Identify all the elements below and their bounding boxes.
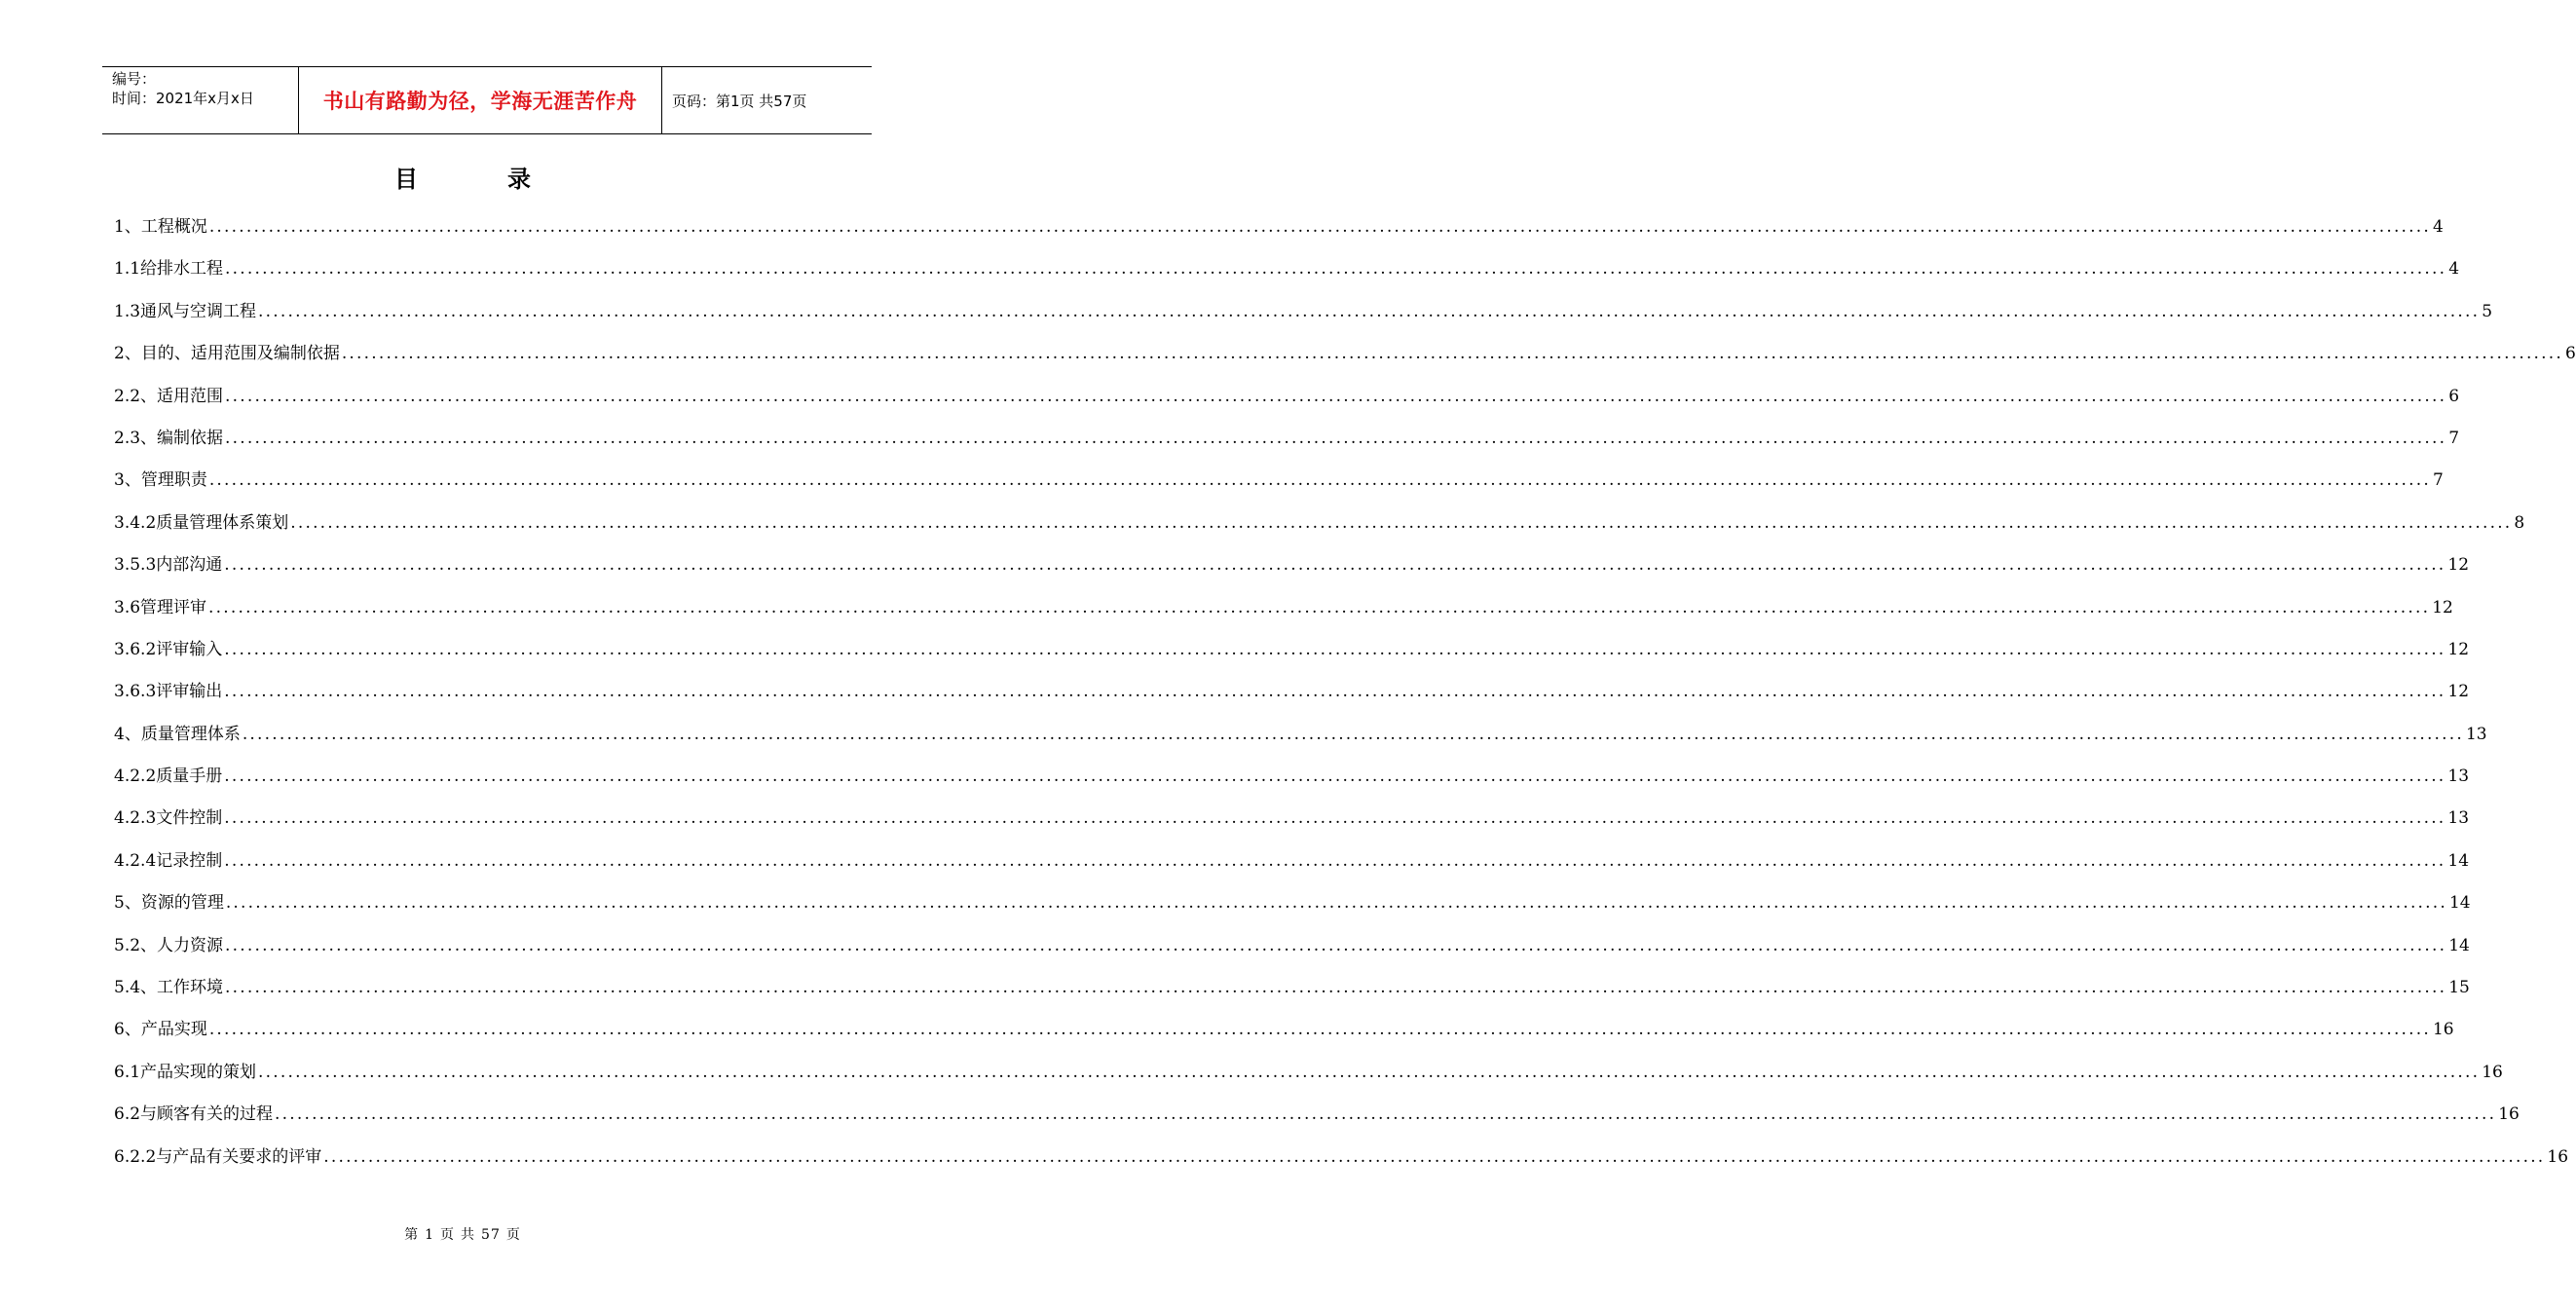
toc-entry-page: 16: [2498, 1104, 2520, 1125]
toc-entry-label: 4、质量管理体系: [114, 724, 241, 744]
toc-entry[interactable]: [114, 341, 2576, 383]
toc-leader-dots: ............................................................................................................................................................................................................................................................................................................: [224, 767, 2446, 787]
toc-entry-page: 7: [2432, 470, 2444, 491]
toc-entry-label: 3.6管理评审: [114, 597, 207, 617]
toc-leader-dots: ............................................................................................................................................................................................................................................................................................................: [290, 512, 2513, 533]
toc-title-part1: 目: [394, 165, 418, 193]
toc-entry-label: 3、管理职责: [114, 470, 207, 491]
toc-leader-dots: ............................................................................................................................................................................................................................................................................................................: [208, 217, 2431, 237]
toc-entry[interactable]: [114, 426, 2460, 468]
toc-leader-dots: ............................................................................................................................................................................................................................................................................................................: [258, 301, 2481, 321]
toc-entry[interactable]: [114, 637, 2470, 679]
toc-entry[interactable]: [114, 933, 2470, 975]
toc-leader-dots: ............................................................................................................................................................................................................................................................................................................: [225, 978, 2447, 998]
toc-entry-page: 15: [2448, 978, 2470, 998]
toc-leader-dots: ............................................................................................................................................................................................................................................................................................................: [208, 1020, 2431, 1040]
toc-leader-dots: ............................................................................................................................................................................................................................................................................................................: [258, 1062, 2481, 1082]
page-footer: [0, 1224, 925, 1244]
toc-leader-dots: ............................................................................................................................................................................................................................................................................................................: [225, 386, 2447, 406]
document-time-label: 时间：2021年x月x日: [112, 90, 254, 107]
toc-entry-label: 6.2与顾客有关的过程: [114, 1104, 274, 1125]
toc-leader-dots: ............................................................................................................................................................................................................................................................................................................: [242, 724, 2464, 744]
toc-entry-label: 2.3、编制依据: [114, 428, 224, 448]
toc-entry[interactable]: [114, 1102, 2520, 1143]
toc-leader-dots: ............................................................................................................................................................................................................................................................................................................: [208, 597, 2431, 617]
header-motto: 书山有路勤为径，学海无涯苦作舟: [299, 67, 662, 133]
toc-entry[interactable]: [114, 1017, 2454, 1059]
toc-title: [0, 160, 925, 194]
toc-entry[interactable]: [114, 679, 2470, 721]
toc-entry-page: 14: [2448, 935, 2470, 955]
footer-word-4: 页: [505, 1227, 521, 1243]
toc-entry-label: 2、目的、适用范围及编制依据: [114, 344, 340, 364]
toc-entry-page: 16: [2482, 1062, 2503, 1082]
footer-total-pages: 57: [481, 1227, 501, 1243]
toc-entry[interactable]: [114, 256, 2460, 298]
toc-entry-label: 1、工程概况: [114, 217, 207, 237]
toc-leader-dots: ............................................................................................................................................................................................................................................................................................................: [224, 639, 2446, 659]
toc-leader-dots: ............................................................................................................................................................................................................................................................................................................: [225, 893, 2447, 914]
toc-leader-dots: ............................................................................................................................................................................................................................................................................................................: [224, 808, 2446, 829]
toc-entry-page: 13: [2447, 808, 2470, 829]
toc-entry[interactable]: [114, 975, 2470, 1017]
toc-entry[interactable]: [114, 848, 2470, 890]
toc-entry-label: 4.2.2质量手册: [114, 767, 223, 787]
header-page-info: 页码：第1页 共57页: [672, 92, 807, 110]
toc-entry[interactable]: [114, 299, 2493, 341]
toc-leader-dots: ............................................................................................................................................................................................................................................................................................................: [224, 850, 2446, 871]
toc-entry[interactable]: [114, 384, 2460, 426]
toc-entry-page: 14: [2447, 850, 2470, 871]
toc-entry[interactable]: [114, 722, 2487, 764]
toc-leader-dots: ............................................................................................................................................................................................................................................................................................................: [225, 428, 2447, 448]
toc-entry-page: 12: [2447, 639, 2470, 659]
footer-word-1: 第: [404, 1227, 420, 1243]
toc-entry[interactable]: [114, 552, 2470, 594]
toc-entry-label: 3.4.2质量管理体系策划: [114, 512, 289, 533]
toc-leader-dots: ............................................................................................................................................................................................................................................................................................................: [224, 555, 2446, 576]
toc-entry-page: 12: [2447, 555, 2470, 576]
toc-entry[interactable]: [114, 1060, 2503, 1102]
toc-entry[interactable]: [114, 510, 2525, 552]
document-number-label: 编号：: [112, 70, 157, 88]
toc-entry[interactable]: [114, 805, 2470, 847]
toc-leader-dots: ............................................................................................................................................................................................................................................................................................................: [224, 682, 2446, 702]
footer-page-number: 1: [425, 1227, 435, 1243]
toc-entry-page: 16: [2547, 1146, 2569, 1167]
toc-entry[interactable]: [114, 890, 2471, 932]
toc-entry-label: 5.4、工作环境: [114, 978, 224, 998]
toc-entry-label: 3.5.3内部沟通: [114, 555, 223, 576]
toc-entry-label: 1.1给排水工程: [114, 259, 224, 280]
toc-entry-page: 4: [2432, 217, 2444, 237]
toc-entry-label: 6.2.2与产品有关要求的评审: [114, 1146, 322, 1167]
toc-entry-page: 12: [2432, 597, 2453, 617]
footer-word-3: 共: [461, 1227, 476, 1243]
toc-entry[interactable]: [114, 468, 2444, 509]
page-header: [102, 66, 872, 134]
toc-entry[interactable]: [114, 764, 2470, 805]
toc-entry-page: 8: [2514, 512, 2525, 533]
toc-leader-dots: ............................................................................................................................................................................................................................................................................................................: [341, 344, 2563, 364]
toc-entry-label: 5、资源的管理: [114, 893, 224, 914]
toc-entry-label: 1.3通风与空调工程: [114, 301, 257, 321]
toc-entry-page: 5: [2482, 301, 2493, 321]
toc-entry-page: 13: [2465, 724, 2487, 744]
toc-entry-page: 6: [2448, 386, 2460, 406]
toc-entry-label: 4.2.4记录控制: [114, 850, 223, 871]
header-meta: [102, 67, 299, 133]
toc-entry-label: 3.6.3评审输出: [114, 682, 223, 702]
toc-entry-label: 2.2、适用范围: [114, 386, 224, 406]
toc-entry-page: 12: [2447, 682, 2470, 702]
toc-entry-label: 6.1产品实现的策划: [114, 1062, 257, 1082]
toc-entry-page: 7: [2448, 428, 2460, 448]
toc-leader-dots: ............................................................................................................................................................................................................................................................................................................: [208, 470, 2431, 491]
toc-leader-dots: ............................................................................................................................................................................................................................................................................................................: [323, 1146, 2546, 1167]
footer-word-2: 页: [440, 1227, 456, 1243]
toc-title-part2: 录: [507, 165, 531, 193]
toc-leader-dots: ............................................................................................................................................................................................................................................................................................................: [275, 1104, 2497, 1125]
toc-entry-page: 4: [2448, 259, 2460, 280]
toc-entry-page: 16: [2432, 1020, 2454, 1040]
toc-entry-page: 14: [2448, 893, 2471, 914]
toc-entry-label: 5.2、人力资源: [114, 935, 224, 955]
toc-leader-dots: ............................................................................................................................................................................................................................................................................................................: [225, 935, 2447, 955]
toc-entry-label: 6、产品实现: [114, 1020, 207, 1040]
toc-entry-page: 13: [2447, 767, 2470, 787]
toc-leader-dots: ............................................................................................................................................................................................................................................................................................................: [225, 259, 2447, 280]
table-of-contents: [114, 214, 2576, 1186]
toc-entry[interactable]: [114, 214, 2444, 256]
toc-entry-label: 3.6.2评审输入: [114, 639, 223, 659]
toc-entry[interactable]: [114, 1144, 2569, 1186]
toc-entry-label: 4.2.3文件控制: [114, 808, 223, 829]
toc-entry-page: 6: [2564, 344, 2576, 364]
toc-entry[interactable]: [114, 595, 2453, 637]
